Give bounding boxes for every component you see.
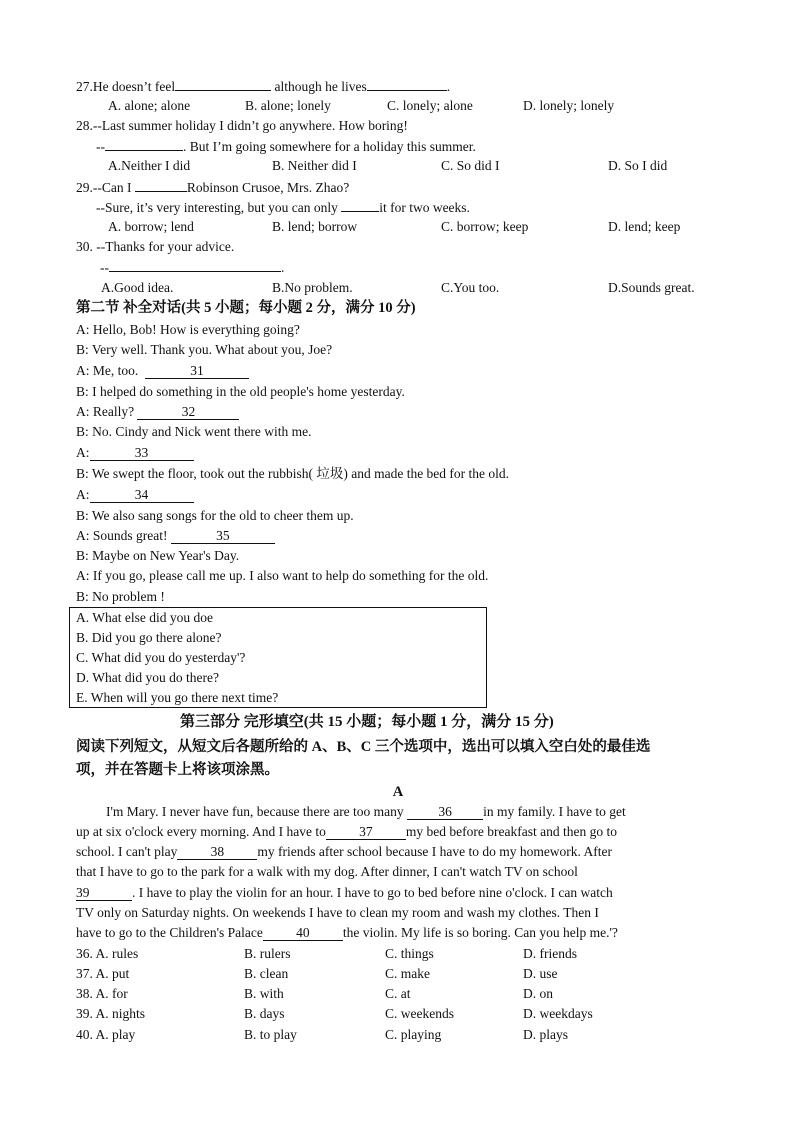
answer-blank-35: 35 [171,529,275,544]
passage-line [76,842,612,862]
option-d: D. So I did [608,158,668,173]
option-d: D. lend; keep [608,219,681,234]
dialogue-line [76,361,249,381]
dialogue-line: B: I helped do something in the old people's home yesterday. [76,384,405,399]
dialogue-line: B: We swept the floor, took out the rubbish( 垃圾) and made the bed for the old. [76,466,510,481]
q29-text-b: Robinson Crusoe, Mrs. Zhao? [186,180,350,195]
dialogue-line: B: We also sang songs for the old to cheer them up. [76,508,354,523]
question-28-line1: 28.--Last summer holiday I didn’t go anywhere. How boring! [76,118,408,133]
q29-text-c: --Sure, it’s very interesting, but you can only [96,200,338,215]
option-c: C. weekends [385,1006,454,1021]
passage-line [76,883,613,903]
box-option: B. Did you go there alone? [76,630,222,645]
answer-blank [367,76,447,91]
answer-blank-38: 38 [177,845,257,860]
answer-blank-36: 36 [407,805,483,820]
option-d: D. plays [523,1027,568,1042]
answer-blank-40: 40 [263,926,343,941]
q29-text-a: 29.--Can I [76,180,132,195]
passage-text: school. I can't play [76,844,178,859]
question-30-line1: 30. --Thanks for your advice. [76,239,235,254]
option-c: C. lonely; alone [387,98,473,113]
dialogue-line [76,402,239,422]
dialogue-line: A: Hello, Bob! How is everything going? [76,322,300,337]
answer-blank-34: 34 [90,488,194,503]
option-d: D. lonely; lonely [523,98,615,113]
passage-text: . I have to play the violin for an hour. I have to go to bed before nine o'clock. I can watch [132,885,613,900]
option-b: B. with [244,986,284,1001]
passage-line [76,923,618,943]
option-c: C. playing [385,1027,442,1042]
option-d: D. weekdays [523,1006,593,1021]
dialogue-line [76,443,194,463]
dialogue-line [76,526,275,546]
dialogue-line [76,485,194,505]
section-2-heading: 第二节 补全对话(共 5 小题；每小题 2 分，满分 10 分) [76,300,416,316]
q27-text-a: 27.He doesn’t feel [76,79,176,94]
instructions-line2: 项，并在答题卡上将该项涂黑。 [76,762,279,778]
option-a: 40. A. play [76,1027,136,1042]
option-c: C. make [385,966,430,981]
passage-line: that I have to go to the park for a walk with my dog. After dinner, I can't watch TV on school [76,864,578,879]
instructions-line1: 阅读下列短文，从短文后各题所给的 A、B、C 三个选项中，选出可以填入空白处的最佳选 [76,739,651,755]
option-d: D. on [523,986,553,1001]
dialogue-text: A: Me, too. [76,363,139,378]
option-b: B.No problem. [272,280,353,295]
option-b: B. alone; lonely [245,98,331,113]
passage-line [76,822,617,842]
option-b: B. days [244,1006,285,1021]
option-a: 38. A. for [76,986,128,1001]
box-option: E. When will you go there next time? [76,690,279,705]
question-29-line2 [96,197,470,217]
option-a: A.Neither I did [108,158,191,173]
answer-blank-39: 39 [76,886,132,901]
passage-text: I'm Mary. I never have fun, because there are too many [106,804,404,819]
dialogue-line: B: Maybe on New Year's Day. [76,548,240,563]
passage-line: TV only on Saturday nights. On weekends I have to clean my room and wash my clothes. Then I [76,905,599,920]
passage-text: my friends after school because I have to do my homework. After [257,844,613,859]
option-a: 36. A. rules [76,946,139,961]
dialogue-line: B: Very well. Thank you. What about you, Joe? [76,342,333,357]
option-c: C. things [385,946,434,961]
dialogue-text: A: [76,445,90,460]
q28-text: . But I’m going somewhere for a holiday this summer. [183,139,476,154]
answer-blank-33: 33 [90,446,194,461]
option-b: B. Neither did I [272,158,357,173]
passage-text: my bed before breakfast and then go to [405,824,617,839]
option-a: A. alone; alone [108,98,191,113]
dialogue-line: B: No problem ! [76,589,165,604]
answer-blank [175,76,271,91]
answer-blank-37: 37 [326,825,406,840]
passage-line [106,802,626,822]
answer-blank-32: 32 [137,405,239,420]
q30-period: . [281,260,285,275]
option-a: 39. A. nights [76,1006,146,1021]
q28-dash: -- [96,139,105,154]
option-d: D.Sounds great. [608,280,695,295]
option-c: C. So did I [441,158,500,173]
passage-text: in my family. I have to get [483,804,626,819]
answer-blank [105,136,183,151]
option-a: A.Good idea. [101,280,174,295]
option-d: D. friends [523,946,577,961]
option-c: C.You too. [441,280,500,295]
answer-blank [109,257,281,272]
question-29-line1 [76,177,349,197]
passage-text: have to go to the Children's Palace [76,925,263,940]
passage-label: A [392,784,404,800]
answer-blank [341,197,379,212]
option-b: B. lend; borrow [272,219,358,234]
answer-blank [135,177,187,192]
question-27-stem [76,76,450,96]
question-28-line2 [96,136,476,156]
option-c: C. at [385,986,411,1001]
question-30-line2 [100,257,284,277]
option-c: C. borrow; keep [441,219,529,234]
option-b: B. rulers [244,946,291,961]
q27-text-c: . [446,79,451,94]
option-b: B. clean [244,966,289,981]
box-option: C. What did you do yesterday'? [76,650,246,665]
dialogue-text: A: Sounds great! [76,528,168,543]
option-a: 37. A. put [76,966,130,981]
q27-text-b: although he lives [271,79,367,94]
box-option: A. What else did you doe [76,610,213,625]
q29-text-d: it for two weeks. [379,200,470,215]
dialogue-line: B: No. Cindy and Nick went there with me. [76,424,312,439]
answer-blank-31: 31 [145,364,249,379]
passage-text: the violin. My life is so boring. Can you help me.'? [342,925,618,940]
option-b: B. to play [244,1027,297,1042]
passage-text: up at six o'clock every morning. And I have to [76,824,326,839]
q30-dash: -- [100,260,109,275]
dialogue-text: A: [76,487,90,502]
section-3-heading: 第三部分 完形填空(共 15 小题；每小题 1 分，满分 15 分) [180,714,554,730]
dialogue-line: A: If you go, please call me up. I also want to help do something for the old. [76,568,489,583]
option-d: D. use [523,966,558,981]
box-option: D. What did you do there? [76,670,219,685]
option-a: A. borrow; lend [108,219,194,234]
dialogue-text: A: Really? [76,404,135,419]
